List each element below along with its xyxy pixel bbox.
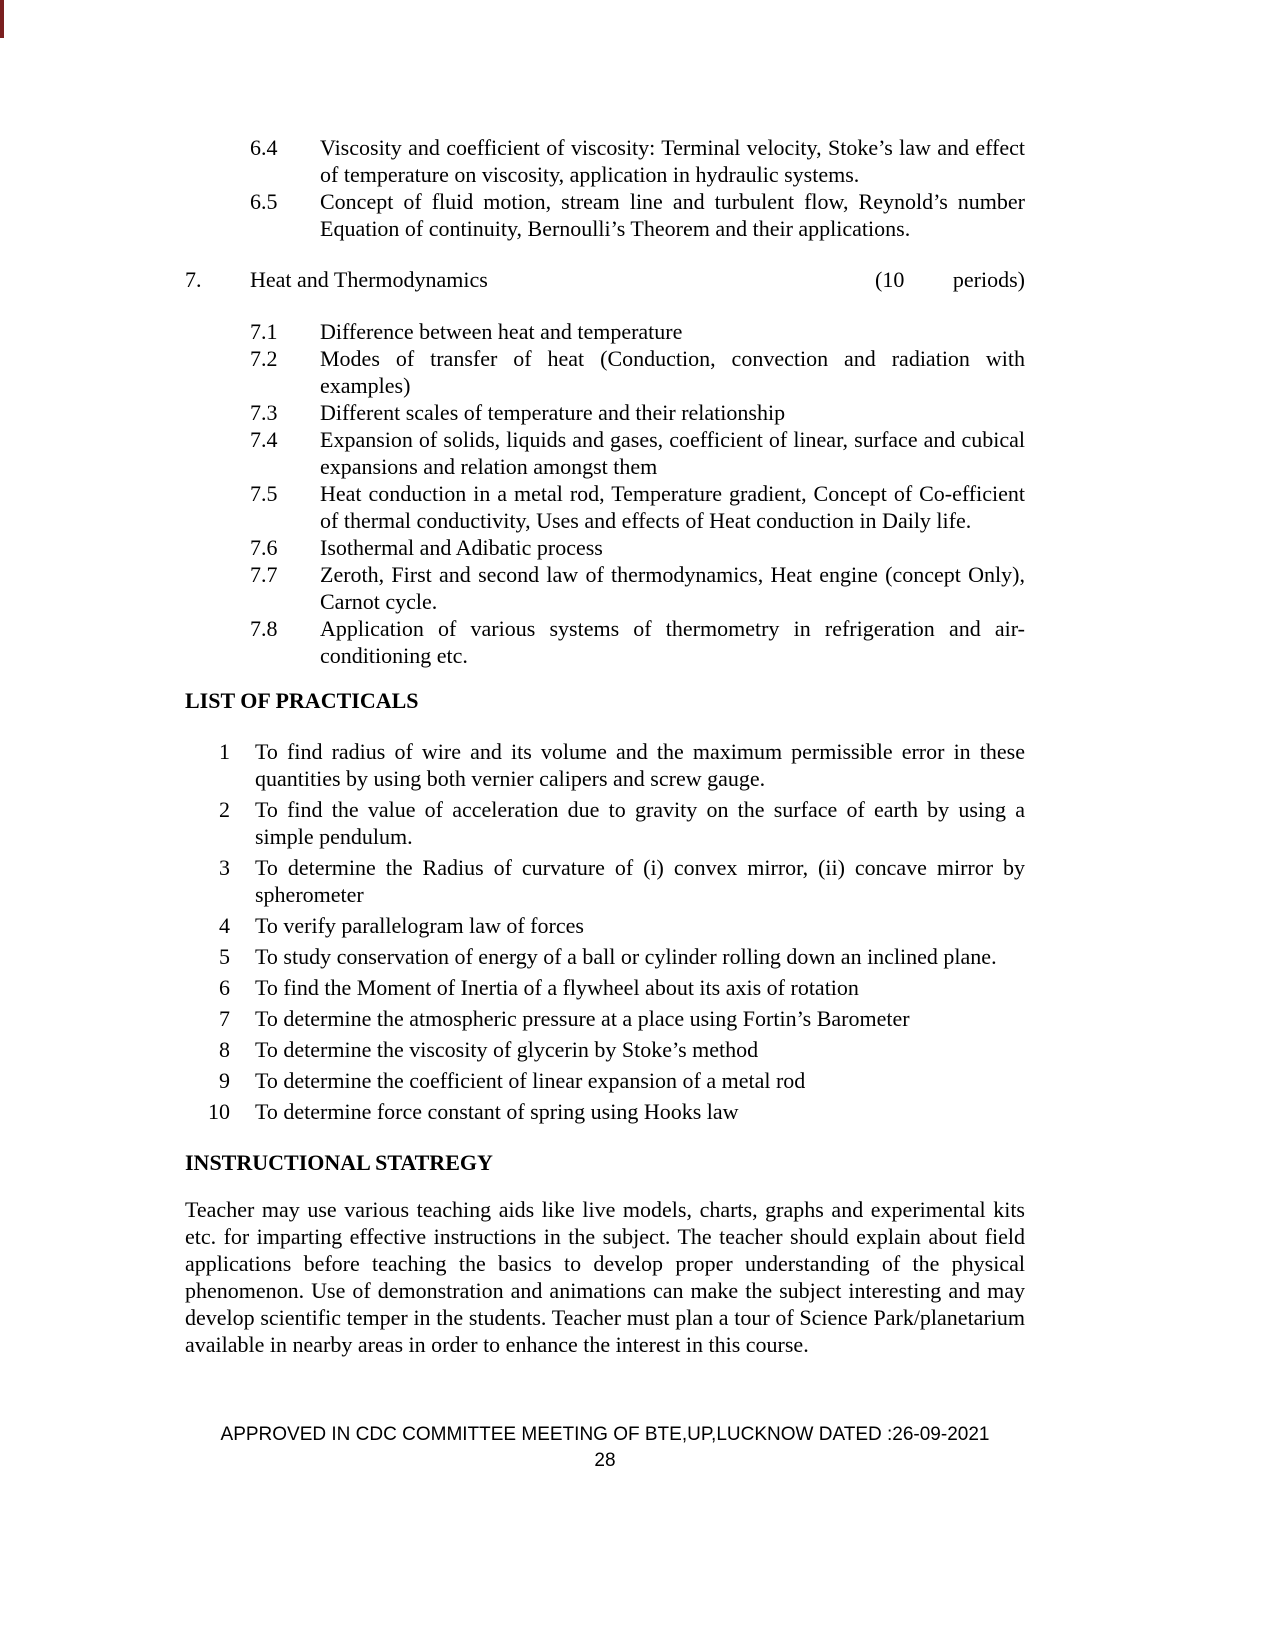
page-content [185, 134, 1025, 1358]
item-text: To determine the Radius of curvature of (i) convex mirror, (ii) concave mirror by spherometer [255, 855, 1025, 907]
item-text: Concept of fluid motion, stream line and turbulent flow, Reynold’s number Equation of continuity, Bernoulli’s Theorem and their applications. [320, 189, 1025, 241]
syllabus-item-7-8 [185, 615, 1025, 669]
item-number: 7.3 [250, 400, 278, 425]
item-number: 6.5 [250, 189, 278, 214]
practical-item-9 [185, 1067, 1025, 1094]
item-text: Expansion of solids, liquids and gases, coefficient of linear, surface and cubical expansions and relation amongst them [320, 427, 1025, 479]
item-text: Zeroth, First and second law of thermodynamics, Heat engine (concept Only), Carnot cycle. [320, 562, 1025, 614]
item-number: 6.4 [250, 135, 278, 160]
item-text: To find the value of acceleration due to gravity on the surface of earth by using a simple pendulum. [255, 797, 1025, 849]
item-number: 7.2 [250, 346, 278, 371]
item-text: Viscosity and coefficient of viscosity: Terminal velocity, Stoke’s law and effect of temperature on viscosity, application in hydraulic systems. [320, 135, 1025, 187]
strategy-paragraph: Teacher may use various teaching aids like live models, charts, graphs and experimental kits etc. for imparting effective instructions in the subject. The teacher should explain about field applications before teaching the basics to develop proper understanding of the physical phenomenon. Use of demonstration and animations can make the subject interesting and may develop scientific temper in the students. Teacher must plan a tour of Science Park/planetarium available in nearby areas in order to enhance the interest in this course. [185, 1197, 1025, 1357]
periods-label: periods) [952, 267, 1025, 292]
section-heading [185, 266, 1025, 293]
approval-note: APPROVED IN CDC COMMITTEE MEETING OF BTE,UP,LUCKNOW DATED :26-09-2021 [220, 1424, 990, 1445]
item-number: 10 [208, 1099, 230, 1124]
practical-item-1 [185, 738, 1025, 792]
practical-item-8 [185, 1036, 1025, 1063]
strategy-heading: INSTRUCTIONAL STATREGY [185, 1150, 493, 1175]
item-number: 5 [219, 944, 230, 969]
item-text: To verify parallelogram law of forces [255, 913, 584, 938]
page-number: 28 [594, 1450, 616, 1471]
item-number: 8 [219, 1037, 230, 1062]
item-number: 3 [219, 855, 230, 880]
item-number: 7.7 [250, 562, 278, 587]
item-text: Application of various systems of thermometry in refrigeration and air-conditioning etc. [320, 616, 1025, 668]
item-text: To find the Moment of Inertia of a flywheel about its axis of rotation [255, 975, 859, 1000]
item-number: 4 [219, 913, 230, 938]
item-number: 7.6 [250, 535, 278, 560]
page-footer [185, 1422, 1025, 1474]
item-text: Difference between heat and temperature [320, 319, 683, 344]
item-text: To find radius of wire and its volume and the maximum permissible error in these quantities by using both vernier calipers and screw gauge. [255, 739, 1025, 791]
practical-item-7 [185, 1005, 1025, 1032]
item-text: To determine the atmospheric pressure at a place using Fortin’s Barometer [255, 1006, 910, 1031]
item-number: 7.4 [250, 427, 278, 452]
practical-item-4 [185, 912, 1025, 939]
syllabus-item-7-5 [185, 480, 1025, 534]
practicals-heading: LIST OF PRACTICALS [185, 688, 419, 713]
scan-artifact [0, 0, 4, 38]
item-text: Different scales of temperature and their relationship [320, 400, 786, 425]
syllabus-item-7-6 [185, 534, 1025, 561]
item-text: To determine force constant of spring using Hooks law [255, 1099, 739, 1124]
item-number: 7.1 [250, 319, 278, 344]
item-text: Modes of transfer of heat (Conduction, convection and radiation with examples) [320, 346, 1025, 398]
syllabus-item-7-4 [185, 426, 1025, 480]
item-number: 7.5 [250, 481, 278, 506]
syllabus-item-6-4 [185, 134, 1025, 188]
item-number: 2 [219, 797, 230, 822]
practical-item-5 [185, 943, 1025, 970]
syllabus-item-7-7 [185, 561, 1025, 615]
item-text: Isothermal and Adibatic process [320, 535, 603, 560]
item-text: To study conservation of energy of a ball or cylinder rolling down an inclined plane. [255, 944, 997, 969]
practical-item-6 [185, 974, 1025, 1001]
item-text: To determine the viscosity of glycerin by Stoke’s method [255, 1037, 759, 1062]
section-title: Heat and Thermodynamics [250, 267, 488, 292]
section-number: 7. [185, 267, 202, 292]
item-text: To determine the coefficient of linear expansion of a metal rod [255, 1068, 806, 1093]
item-number: 7 [219, 1006, 230, 1031]
item-number: 6 [219, 975, 230, 1000]
periods-count: (10 [875, 267, 905, 292]
item-text: Heat conduction in a metal rod, Temperature gradient, Concept of Co-efficient of thermal conductivity, Uses and effects of Heat conduction in Daily life. [320, 481, 1025, 533]
practical-item-2 [185, 796, 1025, 850]
item-number: 1 [219, 739, 230, 764]
syllabus-item-7-1 [185, 318, 1025, 345]
item-number: 9 [219, 1068, 230, 1093]
item-number: 7.8 [250, 616, 278, 641]
practical-item-3 [185, 854, 1025, 908]
syllabus-item-7-2 [185, 345, 1025, 399]
syllabus-item-7-3 [185, 399, 1025, 426]
practical-item-10 [185, 1098, 1025, 1125]
syllabus-item-6-5 [185, 188, 1025, 242]
